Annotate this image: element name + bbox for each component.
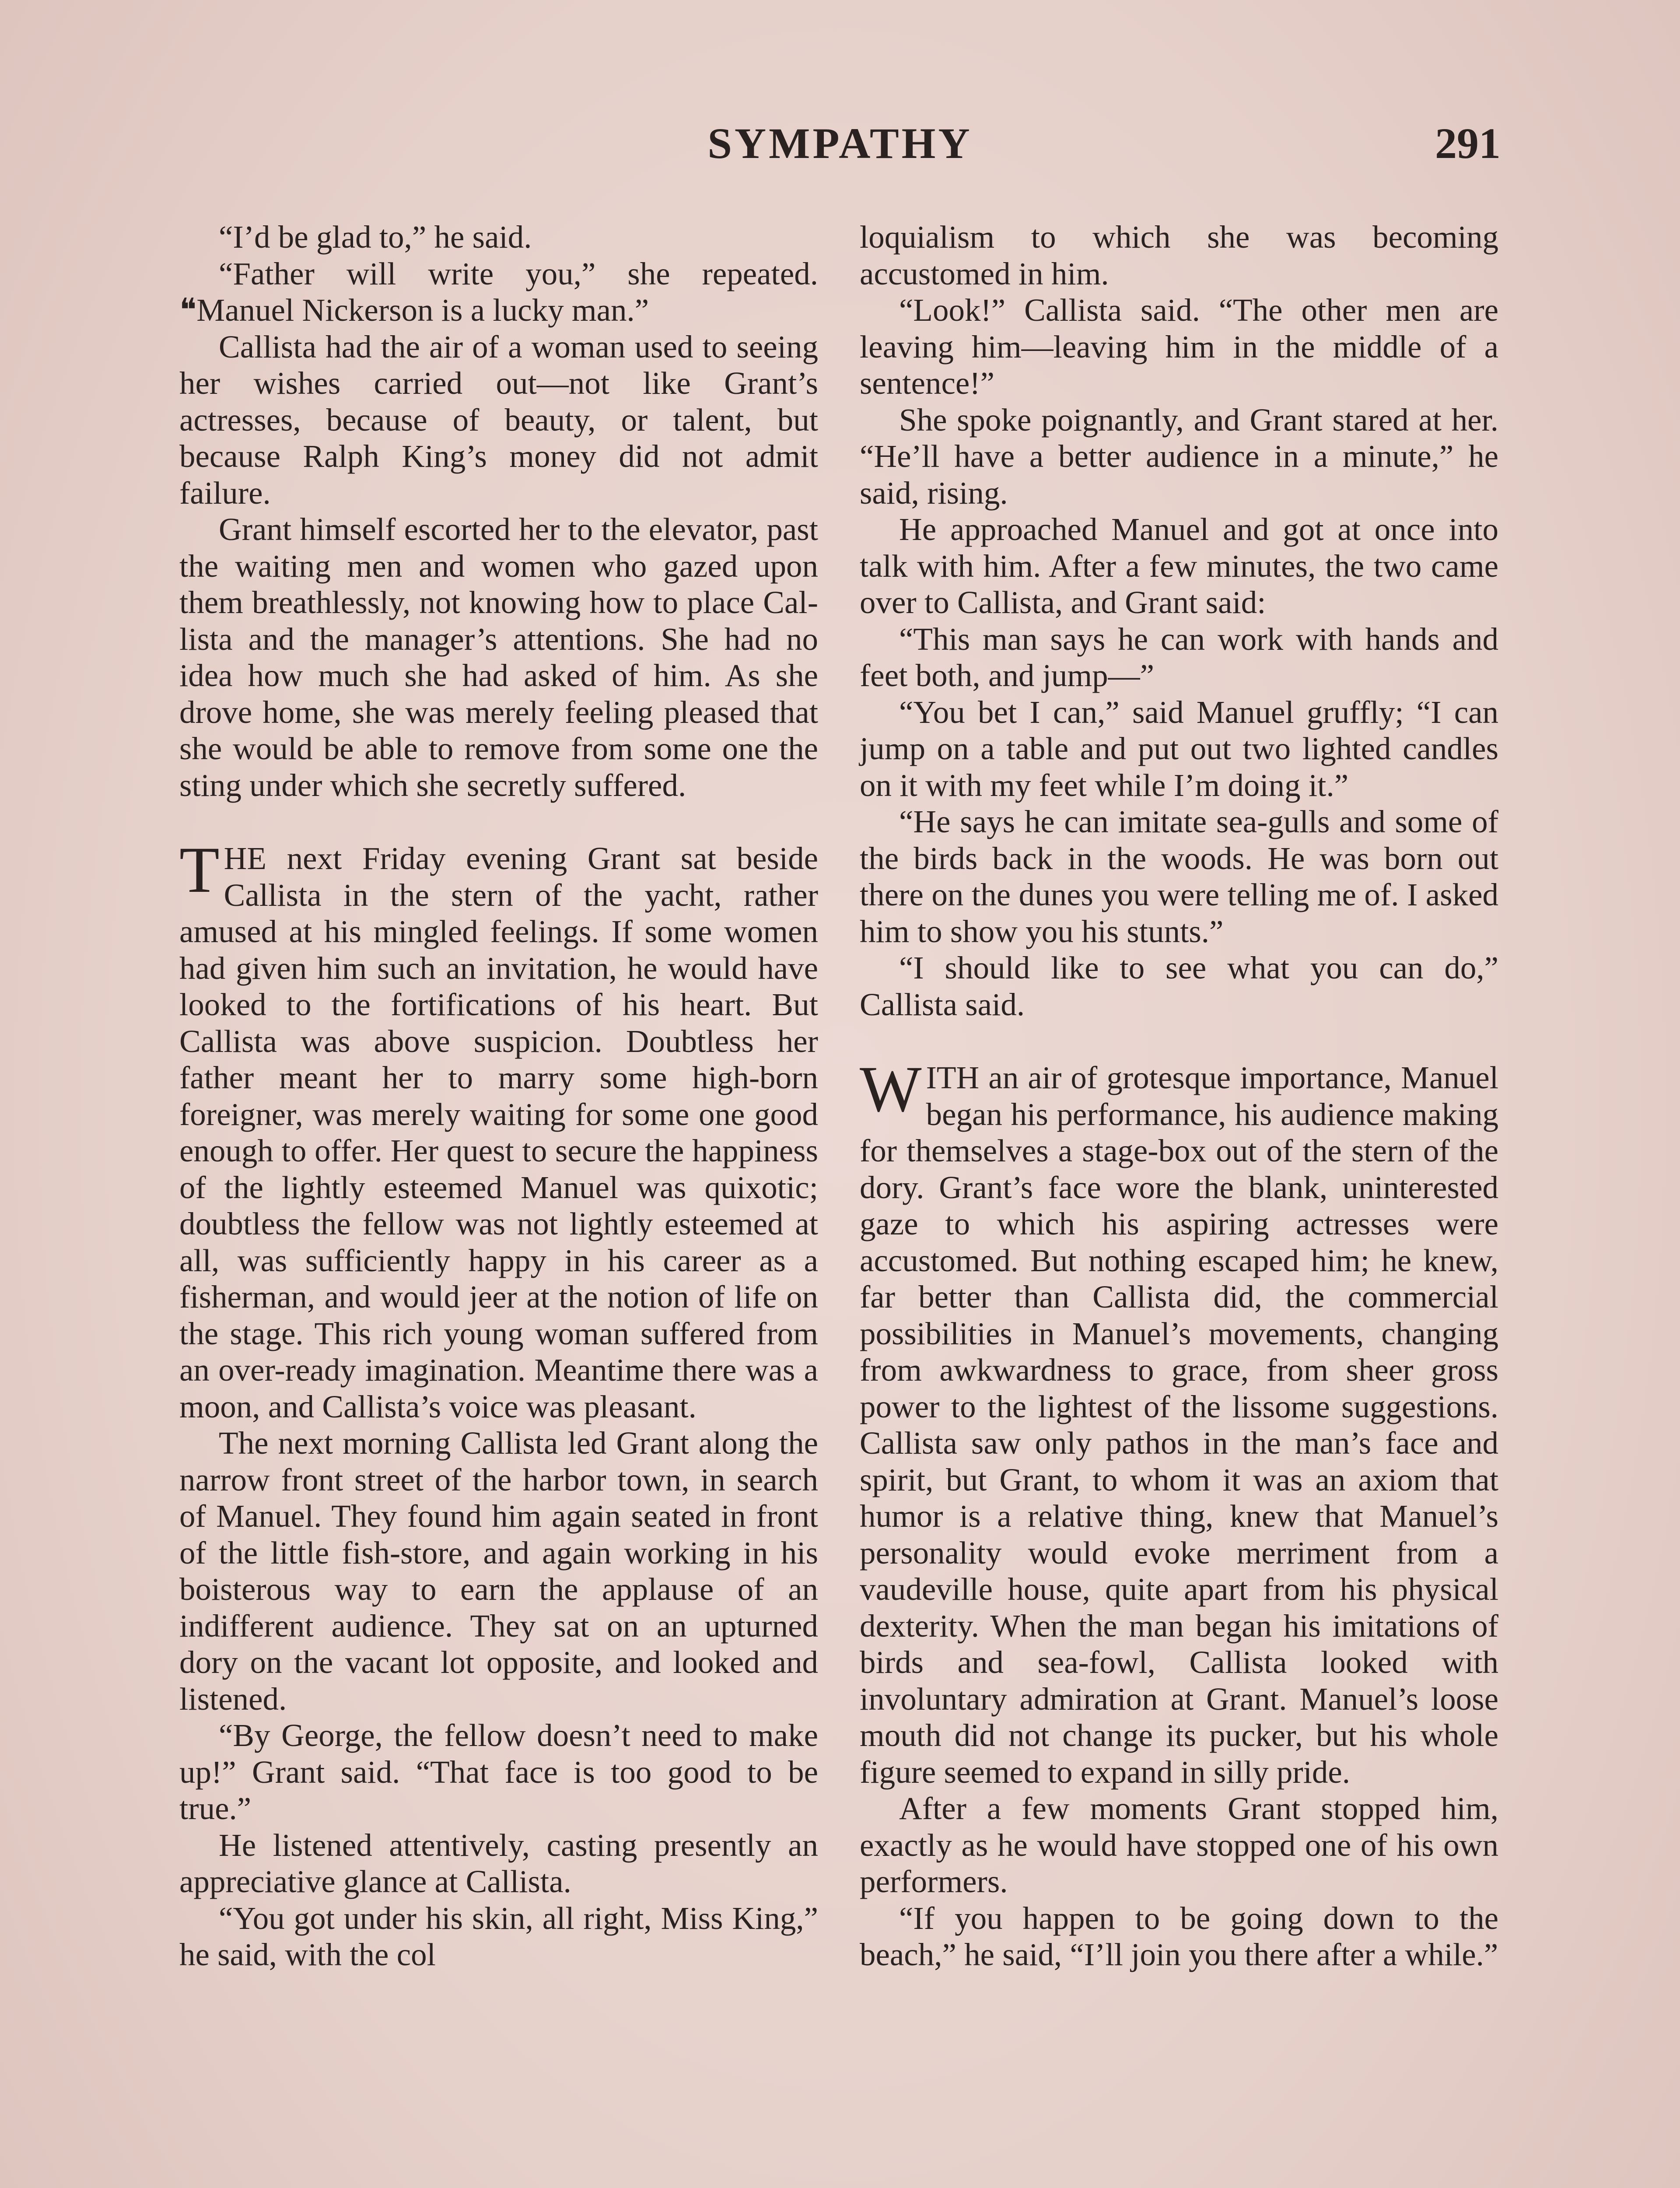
page-header xyxy=(179,118,1501,179)
paragraph: The next morning Callista led Grant along the narrow front street of the harbor town, in search of Manuel. They found him again seated in front of the little fish-store, and again working in his boisterous way to earn the applause of an indifferent audience. They sat on an upturned dory on the vacant lot opposite, and looked and listened. xyxy=(179,1425,818,1717)
paragraph-continued: loquialism to which she was becoming accustomed in him. xyxy=(860,219,1498,291)
paragraph: Grant himself escorted her to the elevator, past the waiting men and women who gazed upon them breathlessly, not knowing how to place Callista and the manager’s attentions. She had no idea how much she had asked of him. As she drove home, she was merely feeling pleased that she would be able to remove from some one the sting under which she secretly suffered. xyxy=(179,512,818,803)
paragraph: “He says he can imitate sea-gulls and some of the birds back in the woods. He was born out there on the dunes you were telling me of. I asked him to show you his stunts.” xyxy=(860,804,1498,949)
paragraph: “By George, the fellow doesn’t need to make up!” Grant said. “That face is too good to be true.” xyxy=(179,1718,818,1826)
paragraph: “I’d be glad to,” he said. xyxy=(219,219,532,255)
paragraph: After a few moments Grant stopped him, exactly as he would have stopped one of his own performers. xyxy=(860,1791,1498,1899)
paragraph-text: ITH an air of grotesque importance, Manuel began his performance, his audience making for themselves a stage-box out of the stern of the dory. Grant’s face wore the blank, uninterested gaze to which his aspiring actresses were accustomed. But nothing escaped him; he knew, far better than Callista did, the commercial possibilities in Manuel’s movements, changing from awkwardness to grace, from sheer gross power to the lightest of the lissome suggestions. Callista saw only pathos in the man’s face and spirit, but Grant, to whom it was an axiom that humor is a relative thing, knew that Manuel’s personality would evoke merriment from a vaudeville house, quite apart from his physical dexterity. When the man began his imitations of birds and sea-fowl, Callista looked with involuntary admiration at Grant. Manuel’s loose mouth did not change its pucker, but his whole figure seemed to expand in silly pride. xyxy=(860,1060,1498,1790)
paragraph: “This man says he can work with hands and feet both, and jump—” xyxy=(860,621,1498,693)
page-number: 291 xyxy=(1435,119,1501,168)
section-paragraph xyxy=(179,834,818,1425)
left-column xyxy=(179,219,818,2188)
running-title: SYMPATHY xyxy=(707,119,973,168)
paragraph: Callista had the air of a woman used to seeing her wishes carried out—not like Grant’s actresses, because of beauty, or talent, but because Ralph King’s money did not admit failure. xyxy=(179,329,818,511)
paragraph: He listened attentively, casting presently an appreciative glance at Callista. xyxy=(179,1827,818,1899)
paragraph: “You bet I can,” said Manuel gruffly; “I can jump on a table and put out two lighted candles on it with my feet while I’m doing it.” xyxy=(860,694,1498,803)
paragraph: “Look!” Callista said. “The other men are leaving him—leaving him in the middle of a sentence!” xyxy=(860,292,1498,401)
paragraph: He approached Manuel and got at once into talk with him. After a few minutes, the two came over to Callista, and Grant said: xyxy=(860,512,1498,620)
drop-cap: W xyxy=(860,1053,922,1126)
paragraph: “I should like to see what you can do,” Callista said. xyxy=(860,950,1498,1022)
paragraph-text: HE next Friday evening Grant sat beside Callista in the stern of the yacht, rather amused at his mingled feelings. If some women had given him such an invitation, he would have looked to the fortifications of his heart. But Callista was above suspicion. Doubtless her father meant her to marry some high-born foreigner, was merely waiting for some one good enough to offer. Her quest to secure the happiness of the lightly esteemed Manuel was quixotic; doubtless the fellow was not lightly esteemed at all, was sufficiently happy in his career as a fisherman, and would jeer at the notion of life on the stage. This rich young woman suffered from an over-ready imagination. Meantime there was a moon, and Callista’s voice was pleasant. xyxy=(179,841,818,1424)
paragraph: “If you happen to be going down to the beach,” he said, “I’ll join you there after a while.” xyxy=(860,1900,1498,1972)
paragraph: “Father will write you,” she repeated. ❝Manuel Nickerson is a lucky man.” xyxy=(179,256,818,328)
paragraph: She spoke poignantly, and Grant stared at her. “He’ll have a better audience in a minute,” he said, rising. xyxy=(860,402,1498,511)
paragraph: “You got under his skin, all right, Miss King,” he said, with the col xyxy=(179,1900,818,1972)
drop-cap: T xyxy=(179,834,220,906)
section-paragraph xyxy=(860,1053,1498,1790)
right-column xyxy=(860,219,1498,2188)
